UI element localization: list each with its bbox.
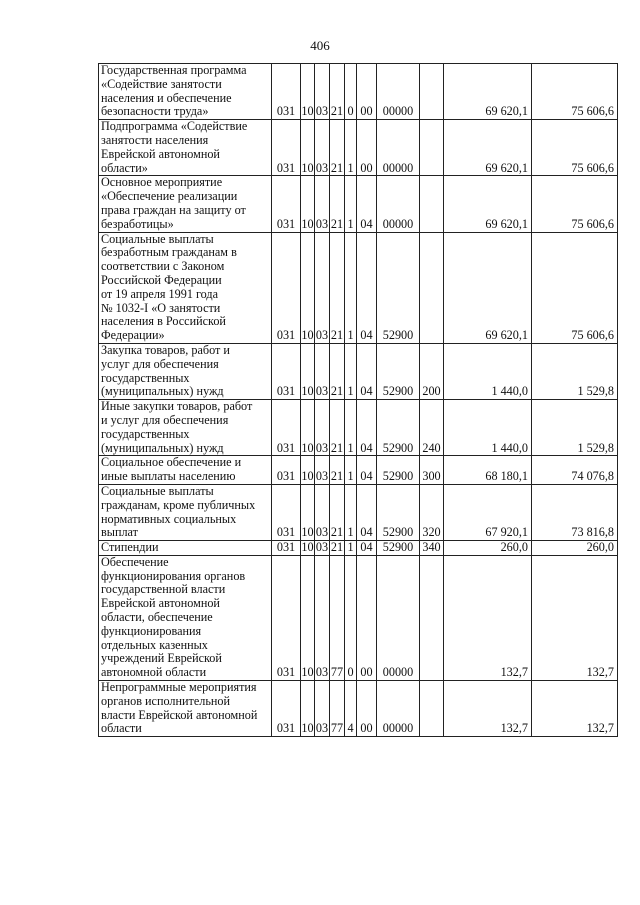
row-name-cell [99,541,272,556]
amount-year-1-cell: 1 440,0 [444,343,532,399]
subsection-code-cell: 03 [315,681,330,737]
amount-year-2-cell: 1 529,8 [532,400,618,456]
row-name-line: Непрограммные мероприятия [101,680,257,695]
row-name-line: функционирования органов [101,568,246,583]
row-name-cell [99,343,272,399]
row-name-line: учреждений Еврейской [101,651,222,666]
subsection-code-cell: 03 [315,343,330,399]
ministry-code-cell: 031 [272,64,301,120]
event-code-cell: 04 [357,541,377,556]
section-code-cell: 10 [301,456,315,485]
ministry-code-cell: 031 [272,484,301,540]
subprogram-code-cell: 1 [345,541,357,556]
subprogram-code-cell: 1 [345,232,357,343]
direction-code-cell: 00000 [377,120,420,176]
row-name-line: (муниципальных) нужд [101,440,224,455]
row-name-line: государственной власти [101,582,226,597]
row-name-cell [99,456,272,485]
ministry-code-cell: 031 [272,541,301,556]
event-code-cell: 00 [357,555,377,680]
row-name-line: безработным гражданам в [101,245,237,260]
row-name-cell [99,120,272,176]
row-name-line: Государственная программа [101,63,247,77]
program-code-cell: 77 [330,681,345,737]
amount-year-1-cell: 69 620,1 [444,64,532,120]
direction-code-cell: 00000 [377,555,420,680]
amount-year-2-cell: 75 606,6 [532,232,618,343]
direction-code-cell: 52900 [377,232,420,343]
event-code-cell: 04 [357,232,377,343]
ministry-code-cell: 031 [272,681,301,737]
row-name-cell [99,232,272,343]
section-code-cell: 10 [301,64,315,120]
row-name-line: власти Еврейской автономной [101,707,258,722]
row-name-line: Социальные выплаты [101,484,214,498]
amount-year-1-cell: 260,0 [444,541,532,556]
program-code-cell: 21 [330,232,345,343]
expense-type-cell: 320 [420,484,444,540]
amount-year-1-cell: 69 620,1 [444,176,532,232]
section-code-cell: 10 [301,343,315,399]
table-row [99,541,618,556]
row-name-line: населения и обеспечение [101,90,232,105]
subsection-code-cell: 03 [315,484,330,540]
subsection-code-cell: 03 [315,540,329,555]
amount-year-1-cell: 69 620,1 [444,232,532,343]
expense-type-cell: 240 [420,400,444,456]
section-code-cell: 10 [301,681,315,737]
direction-code-cell: 00000 [377,681,420,737]
ministry-code-cell: 031 [272,456,301,485]
row-name-cell [99,484,272,540]
subprogram-code-cell: 0 [345,64,357,120]
amount-year-2-cell: 74 076,8 [532,456,618,485]
section-code-cell: 10 [301,400,315,456]
subsection-code-cell: 03 [315,400,330,456]
amount-year-1-cell: 1 440,0 [444,400,532,456]
amount-year-1-cell: 69 620,1 [444,120,532,176]
expense-type-cell [420,232,444,343]
row-name-line: занятости населения [101,132,209,147]
row-name-line: Закупка товаров, работ и [101,343,230,357]
table-row [99,232,618,343]
row-name-line: государственных [101,370,190,385]
section-code-cell: 10 [301,232,315,343]
row-name-line: права граждан на защиту от [101,202,246,217]
expense-type-cell [420,176,444,232]
page-number: 406 [310,38,330,53]
direction-code-cell: 52900 [377,343,420,399]
row-name-line: № 1032-I «О занятости [101,300,221,315]
row-name-line: Обеспечение [101,555,169,569]
expense-type-cell [420,120,444,176]
program-code-cell: 21 [330,400,345,456]
subprogram-code-cell: 1 [345,343,357,399]
program-code-cell: 21 [330,120,345,176]
row-name-cell [99,555,272,680]
ministry-code-cell: 031 [272,343,301,399]
subprogram-code-cell: 4 [345,681,357,737]
row-name-line: безопасности труда» [101,104,209,119]
table-row [99,176,618,232]
amount-year-2-cell: 73 816,8 [532,484,618,540]
row-name-line: безработицы» [101,216,174,231]
amount-year-2-cell: 75 606,6 [532,64,618,120]
ministry-code-cell: 031 [272,555,301,680]
amount-year-2-cell: 75 606,6 [532,120,618,176]
ministry-code-cell: 031 [272,232,301,343]
row-name-line: (муниципальных) нужд [101,384,224,399]
expense-type-cell [420,64,444,120]
subsection-code-cell: 03 [315,555,330,680]
row-name-line: соответствии с Законом [101,259,225,274]
event-code-cell: 04 [357,484,377,540]
row-name-line: и услуг для обеспечения [101,412,229,427]
row-name-line: государственных [101,426,190,441]
event-code-cell: 00 [357,120,377,176]
row-name-line: области [101,721,142,736]
row-name-line: Иные закупки товаров, работ [101,399,253,414]
subprogram-code-cell: 1 [345,176,357,232]
row-name-line: населения в Российской [101,314,226,329]
budget-table [98,63,618,737]
section-code-cell: 10 [301,540,314,555]
section-code-cell: 10 [301,484,315,540]
row-name-line: Социальные выплаты [101,232,214,246]
amount-year-2-cell: 75 606,6 [532,176,618,232]
program-code-cell: 21 [330,343,345,399]
amount-year-1-cell: 132,7 [444,555,532,680]
row-name-line: автономной области [101,665,207,680]
row-name-line: гражданам, кроме публичных [101,497,256,512]
row-name-line: Федерации» [101,328,165,343]
program-code-cell: 21 [330,64,345,120]
table-row [99,555,618,680]
row-name-line: Российской Федерации [101,272,222,287]
expense-type-cell [420,681,444,737]
event-code-cell: 04 [357,400,377,456]
section-code-cell: 10 [301,555,315,680]
direction-code-cell: 00000 [377,176,420,232]
direction-code-cell: 52900 [377,484,420,540]
table-row [99,456,618,485]
subsection-code-cell: 03 [315,64,330,120]
event-code-cell: 00 [357,64,377,120]
expense-type-cell: 200 [420,343,444,399]
subsection-code-cell: 03 [315,456,330,485]
event-code-cell: 04 [357,343,377,399]
expense-type-cell: 300 [420,456,444,485]
table-row [99,484,618,540]
program-code-cell: 77 [330,555,345,680]
row-name-cell [99,681,272,737]
ministry-code-cell: 031 [272,176,301,232]
row-name-line: нормативных социальных [101,511,237,526]
table-row [99,64,618,120]
amount-year-1-cell: 68 180,1 [444,456,532,485]
amount-year-2-cell: 132,7 [532,555,618,680]
amount-year-1-cell: 132,7 [444,681,532,737]
expense-type-cell: 340 [420,541,444,556]
row-name-line: Подпрограмма «Содействие [101,119,248,134]
row-name-line: от 19 апреля 1991 года [101,286,219,301]
row-name-line: «Обеспечение реализации [101,189,238,204]
row-name-line: области» [101,160,148,175]
section-code-cell: 10 [301,176,315,232]
amount-year-1-cell: 67 920,1 [444,484,532,540]
row-name-line: области, обеспечение [101,610,213,625]
row-name-line: функционирования [101,623,202,638]
table-row [99,343,618,399]
program-code-cell: 21 [330,456,345,485]
expense-type-cell [420,555,444,680]
subprogram-code-cell: 0 [345,555,357,680]
row-name-line: Еврейской автономной [101,596,220,611]
program-code-cell: 21 [330,176,345,232]
direction-code-cell: 52900 [377,456,420,485]
section-code-cell: 10 [301,120,315,176]
row-name-cell [99,176,272,232]
row-name-cell [99,64,272,120]
row-name-line: Основное мероприятие [101,175,223,190]
amount-year-2-cell: 1 529,8 [532,343,618,399]
subprogram-code-cell: 1 [345,456,357,485]
amount-year-2-cell: 132,7 [532,681,618,737]
subprogram-code-cell: 1 [345,484,357,540]
row-name-cell [99,400,272,456]
event-code-cell: 04 [357,176,377,232]
direction-code-cell: 52900 [377,400,420,456]
row-name-line: Еврейской автономной [101,146,220,161]
table-row [99,120,618,176]
subsection-code-cell: 03 [315,176,330,232]
subprogram-code-cell: 1 [345,120,357,176]
program-code-cell: 21 [330,540,344,555]
amount-year-2-cell: 260,0 [532,541,618,556]
event-code-cell: 04 [357,456,377,485]
program-code-cell: 21 [330,484,345,540]
row-name-line: услуг для обеспечения [101,356,219,371]
subsection-code-cell: 03 [315,232,330,343]
row-name-line: отдельных казенных [101,637,208,652]
ministry-code-cell: 031 [272,400,301,456]
subprogram-code-cell: 1 [345,400,357,456]
table-row [99,681,618,737]
subsection-code-cell: 03 [315,120,330,176]
direction-code-cell: 00000 [377,64,420,120]
row-name-line: Социальное обеспечение и [101,455,242,470]
row-name-line: органов исполнительной [101,693,231,708]
row-name-line: Стипендии [101,540,159,555]
row-name-line: «Содействие занятости [101,76,222,91]
table-row [99,400,618,456]
ministry-code-cell: 031 [272,120,301,176]
row-name-line: выплат [101,525,138,540]
direction-code-cell: 52900 [377,541,420,556]
event-code-cell: 00 [357,681,377,737]
row-name-line: иные выплаты населению [101,469,236,484]
